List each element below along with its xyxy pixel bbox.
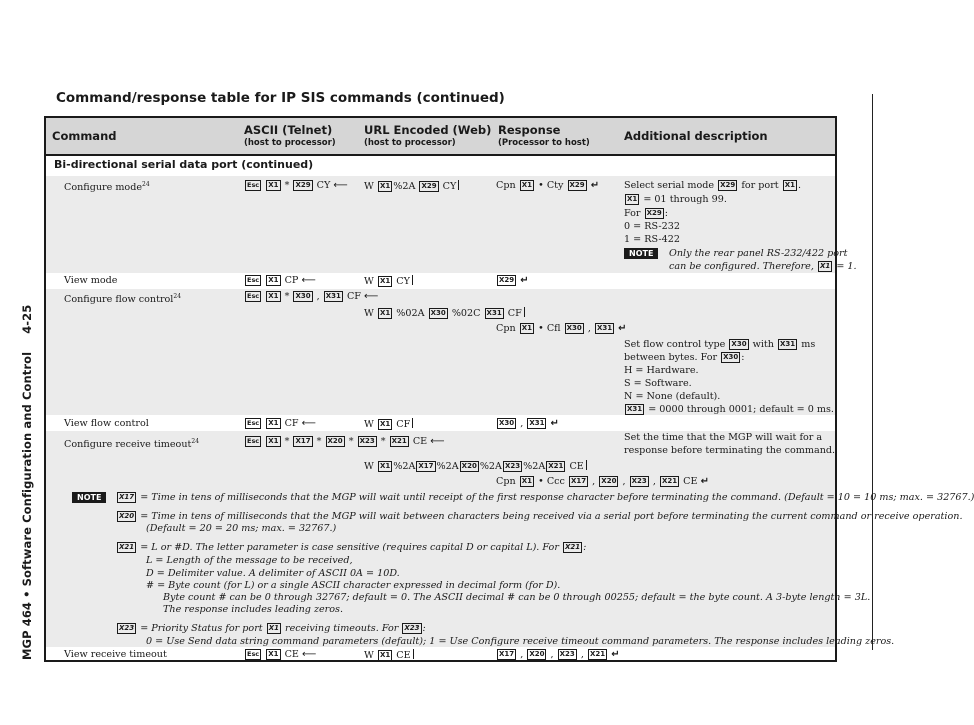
cmd-configure-timeout: Configure receive timeout$^{24}$ [64, 438, 200, 451]
desc-configure-mode-4: 0 = RS-232 [624, 221, 680, 232]
url-view-mode: W X1 CY [364, 275, 413, 288]
url-configure-timeout: W X1 %2A X17 %2A X20 %2A X23 %2A X21 CE [364, 460, 587, 473]
note-x21-d: # = Byte count (for L) or a single ASCII character expressed in decimal form (for D). [146, 580, 561, 591]
note-x20-b: (Default = 20 = 20 ms; max. = 32767.) [146, 523, 337, 534]
vertical-rule [872, 94, 873, 650]
header-response: Response (Processor to host) [498, 123, 590, 148]
resp-configure-timeout: Cpn X1 • Ccc X17 , X20 , X23 , X21 CE ↵ [496, 476, 709, 487]
note-x17: X17 = Time in tens of milliseconds that the MGP will wait until receipt of the first response character before terminating the command. (Default = 10 = 10 ms; max. = 32767.) [119, 492, 974, 503]
note-x21-f: The response includes leading zeros. [163, 604, 344, 615]
note-x21-b: L = Length of the message to be received, [146, 555, 353, 566]
cmd-view-flow: View flow control [64, 418, 149, 429]
command-table [44, 116, 974, 662]
note-x20-a: X20 = Time in tens of milliseconds that the MGP will wait between characters being received via a serial port before terminating the current command or receive operation. [119, 511, 963, 522]
resp-configure-flow: Cpn X1 • Cfl X30 , X31 ↵ [496, 323, 627, 334]
header-command: Command [52, 129, 117, 143]
desc-configure-flow-6: X31 = 0000 through 0001; default = 0 ms. [627, 404, 834, 415]
cmd-view-timeout: View receive timeout [64, 649, 167, 660]
note-x21-e: Byte count # can be 0 through 32767; default = 0. The ASCII decimal # can be 0 through 00255; default = the byte count. A 3-byte length = 3L. [163, 592, 871, 603]
desc-configure-flow-5: N = None (default). [624, 391, 721, 402]
resp-view-flow: X30 , X31 ↵ [499, 418, 559, 429]
url-configure-flow: W X1 %02A X30 %02C X31 CF [364, 307, 525, 320]
desc-configure-mode-3: For X29 : [624, 208, 668, 219]
desc-configure-mode-1: Select serial mode X29 for port X1 . [624, 180, 802, 191]
ascii-view-mode: Esc X1 CP ⟵ [247, 275, 316, 286]
desc-configure-timeout-1: Set the time that the MGP will wait for a [624, 432, 823, 443]
resp-view-timeout: X17 , X20 , X23 , X21 ↵ [499, 649, 620, 660]
resp-view-mode: X29 ↵ [499, 275, 529, 286]
note-x21-c: D = Delimiter value. A delimiter of ASCII 0A = 10D. [146, 568, 400, 579]
page-number: 4-25 [20, 304, 34, 334]
note-x23-a: X23 = Priority Status for port X1 receiving timeouts. For X23 : [119, 623, 426, 634]
header-description: Additional description [624, 129, 768, 143]
header-url: URL Encoded (Web) (host to processor) [364, 123, 492, 148]
cmd-configure-mode: Configure mode$^{24}$ [64, 181, 150, 194]
note-configure-mode-1: Only the rear panel RS-232/422 port [669, 248, 848, 259]
url-view-flow: W X1 CF [364, 418, 413, 431]
desc-configure-flow-4: S = Software. [624, 378, 692, 389]
desc-configure-flow-3: H = Hardware. [624, 365, 699, 376]
page-title: Command/response table for IP SIS commands (continued) [56, 90, 505, 106]
desc-configure-mode-2: X1 = 01 through 99. [627, 194, 727, 205]
desc-configure-timeout-2: response before terminating the command. [624, 445, 836, 456]
cmd-view-mode: View mode [64, 275, 118, 286]
ascii-configure-flow: Esc X1 * X30 , X31 CF ⟵ [247, 291, 379, 302]
ascii-configure-mode: Esc X1 * X29 CY ⟵ [247, 180, 348, 191]
url-configure-mode: W X1 %2A X29 CY [364, 180, 459, 193]
desc-configure-flow-2: between bytes. For X30 : [624, 352, 745, 363]
note-badge-timeout: NOTE [72, 492, 106, 504]
resp-configure-mode: Cpn X1 • Cty X29 ↵ [496, 180, 600, 191]
ascii-configure-timeout: Esc X1 * X17 * X20 * X23 * X21 CE ⟵ [247, 436, 445, 447]
desc-configure-flow-1: Set flow control type X30 with X31 ms [624, 339, 816, 350]
sidebar-text: MGP 464 • Software Configuration and Control [20, 351, 34, 660]
desc-configure-mode-5: 1 = RS-422 [624, 234, 680, 245]
section-title: Bi-directional serial data port (continued) [54, 158, 314, 171]
sidebar-running-head [20, 305, 34, 660]
url-view-timeout: W X1 CE [364, 649, 414, 662]
note-x21-a: X21 = L or #D. The letter parameter is case sensitive (requires capital D or capital L). For X21 : [119, 542, 587, 553]
table-header [46, 118, 835, 156]
ascii-view-timeout: Esc X1 CE ⟵ [247, 649, 317, 660]
note-badge-configure-mode: NOTE [624, 248, 658, 260]
note-x23-c: 0 = Use Send data string command parameters (default); 1 = Use Configure receive timeout command parameters. The response includes leading zeros. [146, 636, 895, 647]
header-ascii: ASCII (Telnet) (host to processor) [244, 123, 336, 148]
note-configure-mode-2: can be configured. Therefore, X1 = 1. [669, 261, 857, 272]
ascii-view-flow: Esc X1 CF ⟵ [247, 418, 316, 429]
cmd-configure-flow: Configure flow control$^{24}$ [64, 293, 182, 306]
